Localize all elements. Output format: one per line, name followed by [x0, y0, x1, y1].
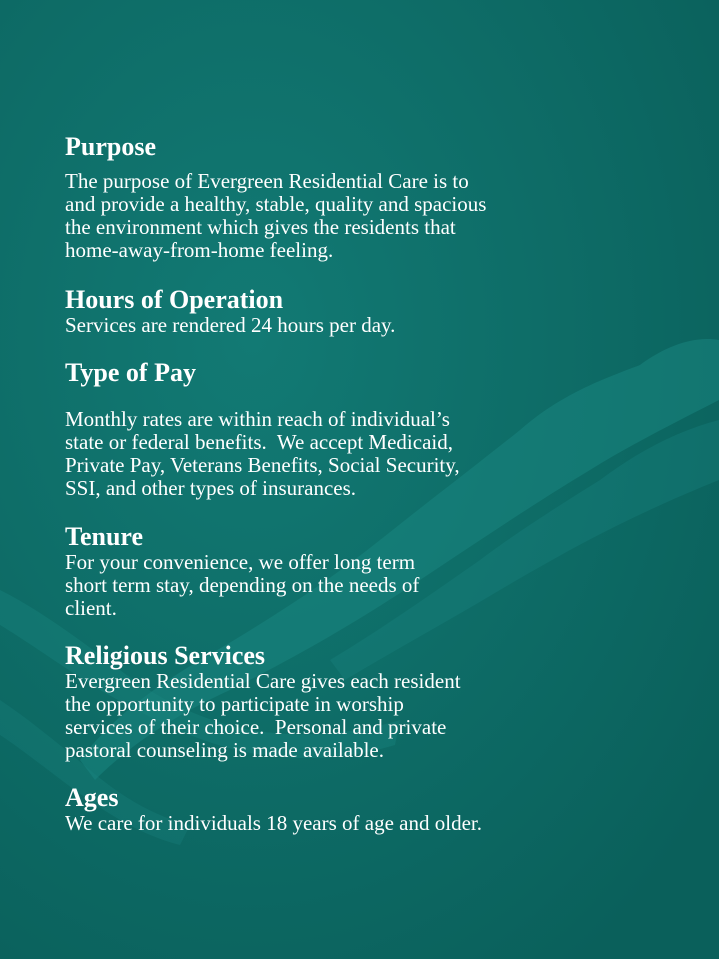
section-text-line: the opportunity to participate in worship	[65, 692, 404, 716]
section-text-line: We care for individuals 18 years of age and older.	[65, 811, 482, 835]
section-hours-of-operation	[65, 286, 665, 337]
section-heading: Tenure	[65, 522, 144, 551]
section-heading: Purpose	[65, 132, 156, 161]
section-text-line: state or federal benefits. We accept Medicaid,	[65, 430, 453, 454]
section-text-line: Private Pay, Veterans Benefits, Social Security,	[65, 453, 460, 477]
section-text-line: services of their choice. Personal and private	[65, 715, 447, 739]
section-tenure	[65, 523, 665, 620]
section-text-line: Evergreen Residential Care gives each resident	[65, 669, 461, 693]
section-heading: Type of Pay	[65, 358, 196, 387]
section-heading: Religious Services	[65, 641, 266, 670]
section-text-line: the environment which gives the residents that	[65, 215, 456, 239]
section-heading: Hours of Operation	[65, 285, 284, 314]
section-heading: Ages	[65, 783, 119, 812]
section-ages	[65, 784, 665, 835]
section-text-line: pastoral counseling is made available.	[65, 738, 384, 762]
section-text-line: short term stay, depending on the needs of	[65, 573, 420, 597]
section-type-of-pay	[65, 359, 665, 500]
section-text-line: The purpose of Evergreen Residential Care is to	[65, 169, 469, 193]
section-purpose	[65, 133, 665, 262]
section-text-line: and provide a healthy, stable, quality and spacious	[65, 192, 487, 216]
section-text-line: SSI, and other types of insurances.	[65, 476, 357, 500]
section-text-line: Services are rendered 24 hours per day.	[65, 313, 396, 337]
section-text-line: For your convenience, we offer long term	[65, 550, 416, 574]
section-religious-services	[65, 642, 665, 762]
section-text-line: home-away-from-home feeling.	[65, 238, 334, 262]
section-text-line: Monthly rates are within reach of individual’s	[65, 407, 450, 431]
section-text-line: client.	[65, 596, 117, 620]
